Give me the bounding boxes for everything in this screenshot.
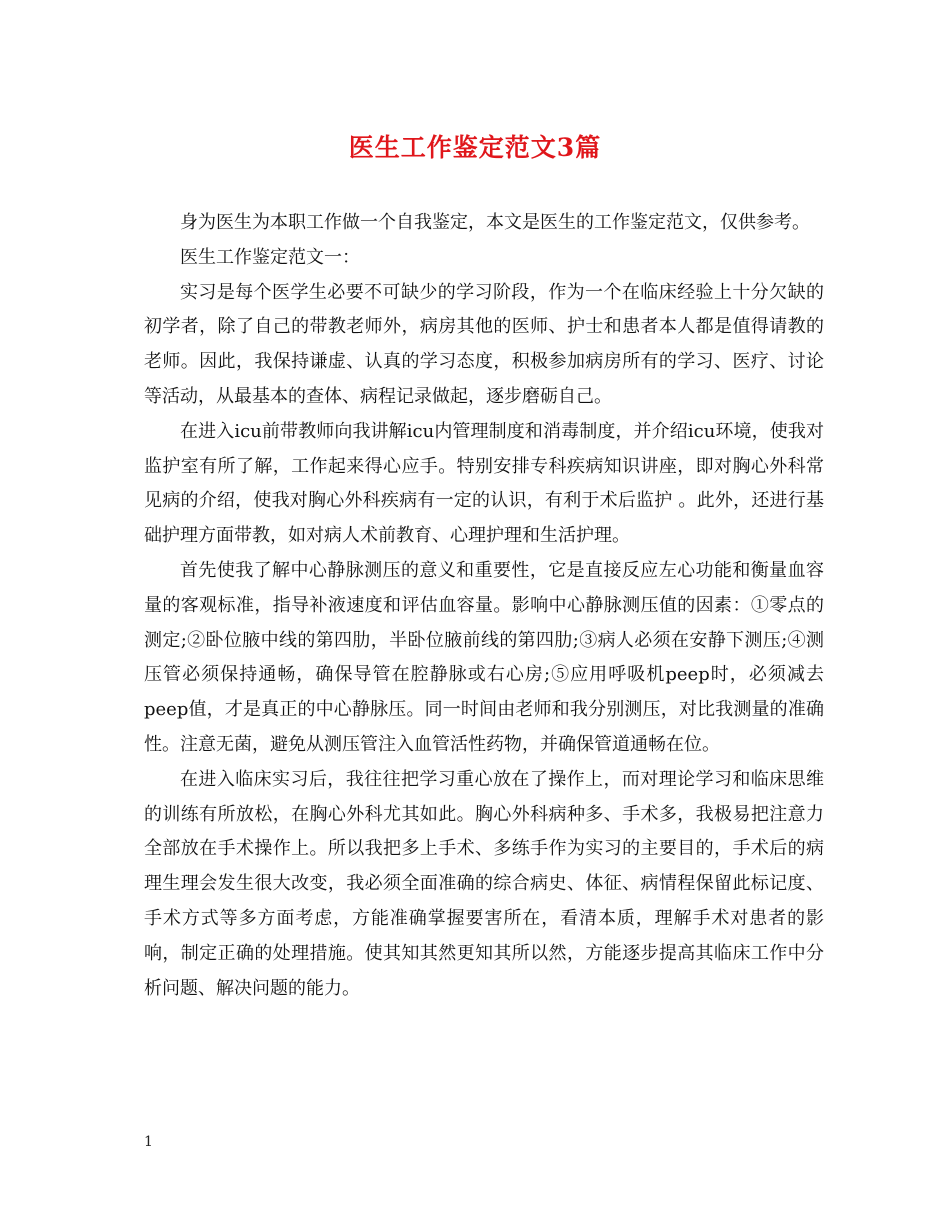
paragraph-cvp: 首先使我了解中心静脉测压的意义和重要性，它是直接反应左心功能和衡量血容量的客观标准，指导补液速度和评估血容量。影响中心静脉测压值的因素：①零点的测定;②卧位腋中线的第四肋，半卧位腋前线的第四肋;③病人必须在安静下测压;④测压管必须保持通畅，确保导管在腔静脉或右心房;⑤应用呼吸机peep时，必须减去peep值，才是真正的中心静脉压。同一时间由老师和我分别测压，对比我测量的准确性。注意无菌，避免从测压管注入血管活性药物，并确保管道通畅在位。 <box>144 559 824 755</box>
page-number: 1 <box>144 1134 153 1150</box>
paragraph-icu: 在进入icu前带教师向我讲解icu内管理制度和消毒制度，并介绍icu环境，使我对监护室有所了解，工作起来得心应手。特别安排专科疾病知识讲座，即对胸心外科常见病的介绍，使我对胸心外科疾病有一定的认识，有利于术后监护 。此外，还进行基础护理方面带教，如对病人术前教育、心理护理和生活护理。 <box>144 420 824 547</box>
paragraph-intro: 身为医生为本职工作做一个自我鉴定，本文是医生的工作鉴定范文，仅供参考。 <box>180 212 810 233</box>
paragraph-internship: 实习是每个医学生必要不可缺少的学习阶段，作为一个在临床经验上十分欠缺的初学者，除了自己的带教老师外，病房其他的医师、护士和患者本人都是值得请教的老师。因此，我保持谦虚、认真的学习态度，积极参加病房所有的学习、医疗、讨论等活动，从最基本的查体、病程记录做起，逐步磨砺自己。 <box>144 281 824 407</box>
document-body <box>144 206 824 1006</box>
document-title: 医生工作鉴定范文3篇 <box>348 133 602 162</box>
paragraph-section-heading: 医生工作鉴定范文一： <box>180 246 360 268</box>
paragraph-clinical-practice: 在进入临床实习后，我往往把学习重心放在了操作上，而对理论学习和临床思维的训练有所放松，在胸心外科尤其如此。胸心外科病种多、手术多，我极易把注意力全部放在手术操作上。所以我把多上手术、多练手作为实习的主要目的，手术后的病理生理会发生很大改变，我必须全面准确的综合病史、体征、病情程保留此标记度、手术方式等多方面考虑，方能准确掌握要害所在，看清本质，理解手术对患者的影响，制定正确的处理措施。使其知其然更知其所以然，方能逐步提高其临床工作中分析问题、解决问题的能力。 <box>144 768 824 999</box>
